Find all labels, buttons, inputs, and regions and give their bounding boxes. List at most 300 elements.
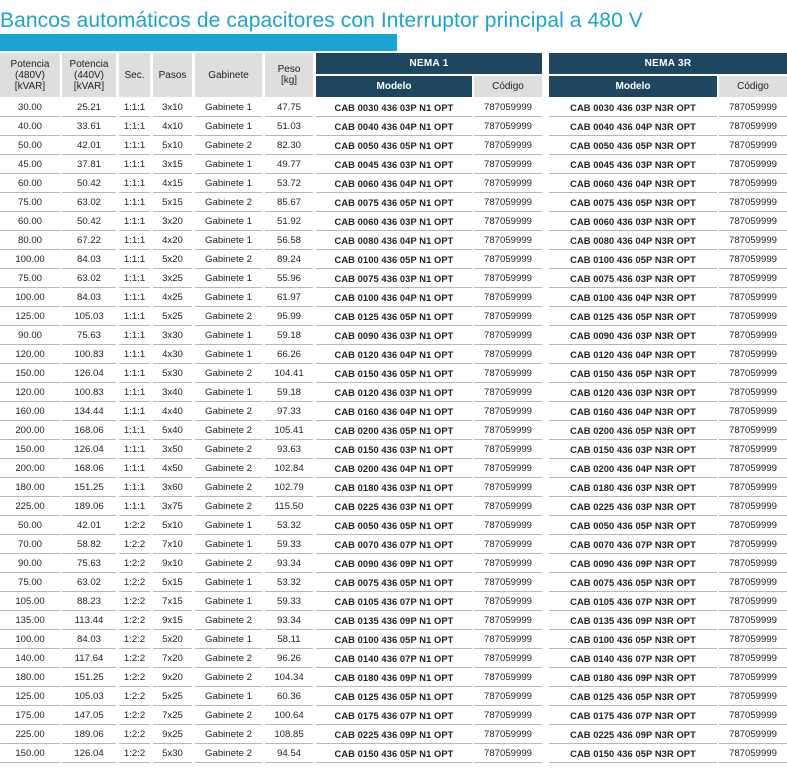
- cell-codigo-nema3r: 787059999: [728, 653, 778, 664]
- cell-pasos: 3x15: [162, 159, 183, 170]
- cell-codigo-nema1: 787059999: [483, 254, 533, 265]
- cell-potencia-440: 100.83: [74, 349, 104, 360]
- cell-peso: 93.34: [276, 558, 301, 569]
- row-divider: [0, 762, 60, 763]
- cell-pasos: 3x75: [162, 501, 183, 512]
- cell-modelo-nema1: CAB 0040 436 04P N1 OPT: [334, 121, 454, 132]
- cell-gabinete: Gabinete 1: [205, 520, 252, 531]
- cell-potencia-480: 75.00: [17, 577, 42, 588]
- row-divider: [119, 762, 150, 763]
- cell-modelo-nema3r: CAB 0075 436 05P N3R OPT: [570, 197, 696, 208]
- cell-codigo-nema3r: 787059999: [728, 710, 778, 721]
- cell-modelo-nema3r: CAB 0225 436 03P N3R OPT: [570, 501, 696, 512]
- cell-codigo-nema3r: 787059999: [728, 178, 778, 189]
- cell-codigo-nema1: 787059999: [483, 463, 533, 474]
- cell-modelo-nema1: CAB 0070 436 07P N1 OPT: [334, 539, 454, 550]
- cell-potencia-440: 105.03: [74, 691, 104, 702]
- cell-potencia-440: 126.04: [74, 368, 104, 379]
- cell-peso: 115.50: [274, 501, 304, 512]
- cell-potencia-440: 75.63: [76, 558, 101, 569]
- cell-pasos: 5x25: [162, 311, 183, 322]
- col-header-gabinete: Gabinete: [195, 53, 262, 97]
- col-header-potencia-440: Potencia (440V) [kVAR]: [62, 53, 116, 97]
- cell-pasos: 9x25: [162, 729, 183, 740]
- cell-modelo-nema1: CAB 0150 436 03P N1 OPT: [334, 444, 454, 455]
- cell-pasos: 5x30: [162, 368, 183, 379]
- cell-potencia-480: 150.00: [15, 748, 45, 759]
- cell-pasos: 4x50: [162, 463, 183, 474]
- cell-modelo-nema1: CAB 0050 436 05P N1 OPT: [334, 140, 454, 151]
- cell-codigo-nema1: 787059999: [483, 482, 533, 493]
- cell-gabinete: Gabinete 1: [205, 330, 252, 341]
- cell-codigo-nema1: 787059999: [483, 691, 533, 702]
- cell-modelo-nema3r: CAB 0125 436 05P N3R OPT: [570, 691, 696, 702]
- cell-codigo-nema3r: 787059999: [728, 387, 778, 398]
- cell-peso: 108.85: [274, 729, 304, 740]
- cell-codigo-nema1: 787059999: [483, 748, 533, 759]
- cell-modelo-nema3r: CAB 0060 436 03P N3R OPT: [570, 216, 696, 227]
- cell-codigo-nema3r: 787059999: [728, 235, 778, 246]
- cell-codigo-nema1: 787059999: [483, 558, 533, 569]
- cell-sec: 1:2:2: [123, 634, 146, 645]
- cell-peso: 104.34: [274, 672, 304, 683]
- cell-peso: 93.63: [276, 444, 301, 455]
- cell-codigo-nema1: 787059999: [483, 368, 533, 379]
- cell-modelo-nema1: CAB 0075 436 05P N1 OPT: [334, 577, 454, 588]
- cell-codigo-nema3r: 787059999: [728, 729, 778, 740]
- cell-potencia-480: 70.00: [17, 539, 42, 550]
- cell-potencia-440: 117.64: [74, 653, 104, 664]
- cell-codigo-nema3r: 787059999: [728, 501, 778, 512]
- cell-potencia-480: 50.00: [17, 140, 42, 151]
- cell-potencia-440: 168.06: [74, 463, 104, 474]
- cell-potencia-440: 189.06: [74, 729, 104, 740]
- cell-peso: 60.36: [276, 691, 301, 702]
- cell-gabinete: Gabinete 2: [205, 710, 252, 721]
- cell-gabinete: Gabinete 2: [205, 311, 252, 322]
- cell-pasos: 7x10: [162, 539, 183, 550]
- cell-codigo-nema1: 787059999: [483, 520, 533, 531]
- cell-peso: 105.41: [274, 425, 304, 436]
- cell-sec: 1:2:2: [123, 748, 146, 759]
- cell-modelo-nema3r: CAB 0175 436 07P N3R OPT: [570, 710, 696, 721]
- col-header-peso: Peso [kg]: [265, 53, 313, 97]
- cell-gabinete: Gabinete 1: [205, 577, 252, 588]
- cell-potencia-480: 60.00: [17, 216, 42, 227]
- cell-pasos: 5x10: [162, 140, 183, 151]
- cell-pasos: 3x30: [162, 330, 183, 341]
- cell-sec: 1:1:1: [123, 406, 146, 417]
- cell-potencia-440: 105.03: [74, 311, 104, 322]
- cell-gabinete: Gabinete 2: [205, 425, 252, 436]
- cell-gabinete: Gabinete 2: [205, 140, 252, 151]
- cell-gabinete: Gabinete 2: [205, 463, 252, 474]
- cell-modelo-nema1: CAB 0135 436 09P N1 OPT: [334, 615, 454, 626]
- cell-modelo-nema1: CAB 0105 436 07P N1 OPT: [334, 596, 454, 607]
- cell-peso: 59.18: [276, 387, 301, 398]
- cell-gabinete: Gabinete 1: [205, 349, 252, 360]
- cell-modelo-nema3r: CAB 0060 436 04P N3R OPT: [570, 178, 696, 189]
- cell-pasos: 9x20: [162, 672, 183, 683]
- row-divider: [316, 762, 472, 763]
- cell-codigo-nema3r: 787059999: [728, 330, 778, 341]
- cell-potencia-480: 30.00: [17, 102, 42, 113]
- cell-codigo-nema1: 787059999: [483, 425, 533, 436]
- cell-sec: 1:1:1: [123, 330, 146, 341]
- cell-modelo-nema3r: CAB 0120 436 03P N3R OPT: [570, 387, 696, 398]
- cell-peso: 89.24: [276, 254, 301, 265]
- row-divider: [195, 762, 262, 763]
- cell-potencia-480: 150.00: [15, 368, 45, 379]
- cell-codigo-nema1: 787059999: [483, 330, 533, 341]
- cell-modelo-nema3r: CAB 0050 436 05P N3R OPT: [570, 140, 696, 151]
- cell-codigo-nema3r: 787059999: [728, 140, 778, 151]
- row-divider: [719, 762, 787, 763]
- cell-codigo-nema3r: 787059999: [728, 672, 778, 683]
- cell-sec: 1:1:1: [123, 273, 146, 284]
- cell-modelo-nema1: CAB 0060 436 03P N1 OPT: [334, 216, 454, 227]
- cell-gabinete: Gabinete 1: [205, 102, 252, 113]
- cell-sec: 1:2:2: [123, 539, 146, 550]
- cell-codigo-nema3r: 787059999: [728, 482, 778, 493]
- cell-sec: 1:1:1: [123, 216, 146, 227]
- cell-modelo-nema3r: CAB 0100 436 04P N3R OPT: [570, 292, 696, 303]
- cell-potencia-480: 180.00: [15, 672, 45, 683]
- cell-gabinete: Gabinete 1: [205, 159, 252, 170]
- cell-gabinete: Gabinete 2: [205, 406, 252, 417]
- cell-modelo-nema1: CAB 0125 436 05P N1 OPT: [334, 311, 454, 322]
- cell-potencia-440: 84.03: [76, 254, 101, 265]
- cell-modelo-nema1: CAB 0045 436 03P N1 OPT: [334, 159, 454, 170]
- row-divider: [62, 762, 116, 763]
- cell-pasos: 7x25: [162, 710, 183, 721]
- cell-sec: 1:1:1: [123, 159, 146, 170]
- cell-peso: 55.96: [276, 273, 301, 284]
- cell-modelo-nema3r: CAB 0120 436 04P N3R OPT: [570, 349, 696, 360]
- cell-modelo-nema1: CAB 0090 436 03P N1 OPT: [334, 330, 454, 341]
- cell-modelo-nema3r: CAB 0045 436 03P N3R OPT: [570, 159, 696, 170]
- cell-codigo-nema3r: 787059999: [728, 463, 778, 474]
- cell-modelo-nema1: CAB 0100 436 05P N1 OPT: [334, 634, 454, 645]
- cell-pasos: 9x15: [162, 615, 183, 626]
- cell-potencia-480: 40.00: [17, 121, 42, 132]
- cell-sec: 1:1:1: [123, 482, 146, 493]
- cell-codigo-nema3r: 787059999: [728, 102, 778, 113]
- cell-potencia-440: 25.21: [76, 102, 101, 113]
- cell-sec: 1:1:1: [123, 463, 146, 474]
- cell-sec: 1:1:1: [123, 444, 146, 455]
- cell-pasos: 3x10: [162, 102, 183, 113]
- cell-potencia-440: 126.04: [74, 444, 104, 455]
- cell-potencia-440: 126.04: [74, 748, 104, 759]
- cell-codigo-nema3r: 787059999: [728, 273, 778, 284]
- group-header-nema3r: NEMA 3R: [549, 53, 787, 74]
- cell-potencia-440: 147.05: [74, 710, 104, 721]
- cell-potencia-440: 63.02: [76, 197, 101, 208]
- cell-modelo-nema3r: CAB 0160 436 04P N3R OPT: [570, 406, 696, 417]
- cell-codigo-nema3r: 787059999: [728, 292, 778, 303]
- cell-potencia-480: 120.00: [15, 349, 45, 360]
- cell-modelo-nema1: CAB 0125 436 05P N1 OPT: [334, 691, 454, 702]
- cell-codigo-nema3r: 787059999: [728, 311, 778, 322]
- cell-potencia-440: 50.42: [76, 216, 101, 227]
- cell-peso: 102.84: [274, 463, 304, 474]
- cell-modelo-nema1: CAB 0140 436 07P N1 OPT: [334, 653, 454, 664]
- cell-potencia-440: 100.83: [74, 387, 104, 398]
- cell-potencia-480: 225.00: [15, 501, 45, 512]
- cell-potencia-480: 75.00: [17, 197, 42, 208]
- cell-sec: 1:2:2: [123, 672, 146, 683]
- cell-peso: 53.32: [276, 577, 301, 588]
- cell-gabinete: Gabinete 1: [205, 691, 252, 702]
- cell-potencia-440: 67.22: [76, 235, 101, 246]
- cell-sec: 1:2:2: [123, 691, 146, 702]
- cell-potencia-480: 120.00: [15, 387, 45, 398]
- cell-pasos: 3x40: [162, 387, 183, 398]
- cell-modelo-nema3r: CAB 0105 436 07P N3R OPT: [570, 596, 696, 607]
- cell-modelo-nema3r: CAB 0150 436 05P N3R OPT: [570, 748, 696, 759]
- cell-potencia-440: 42.01: [76, 140, 101, 151]
- cell-peso: 59.33: [276, 539, 301, 550]
- cell-modelo-nema1: CAB 0200 436 04P N1 OPT: [334, 463, 454, 474]
- cell-codigo-nema3r: 787059999: [728, 425, 778, 436]
- cell-codigo-nema3r: 787059999: [728, 216, 778, 227]
- cell-sec: 1:1:1: [123, 292, 146, 303]
- cell-modelo-nema3r: CAB 0150 436 05P N3R OPT: [570, 368, 696, 379]
- cell-codigo-nema1: 787059999: [483, 672, 533, 683]
- cell-potencia-440: 37.81: [76, 159, 101, 170]
- cell-potencia-440: 50.42: [76, 178, 101, 189]
- cell-sec: 1:1:1: [123, 235, 146, 246]
- cell-modelo-nema3r: CAB 0135 436 09P N3R OPT: [570, 615, 696, 626]
- cell-gabinete: Gabinete 2: [205, 748, 252, 759]
- cell-potencia-480: 50.00: [17, 520, 42, 531]
- cell-pasos: 5x25: [162, 691, 183, 702]
- cell-modelo-nema3r: CAB 0180 436 03P N3R OPT: [570, 482, 696, 493]
- cell-codigo-nema1: 787059999: [483, 235, 533, 246]
- cell-gabinete: Gabinete 2: [205, 615, 252, 626]
- cell-modelo-nema1: CAB 0200 436 05P N1 OPT: [334, 425, 454, 436]
- cell-codigo-nema3r: 787059999: [728, 349, 778, 360]
- cell-pasos: 3x25: [162, 273, 183, 284]
- cell-potencia-480: 80.00: [17, 235, 42, 246]
- cell-codigo-nema1: 787059999: [483, 387, 533, 398]
- cell-peso: 96.26: [276, 653, 301, 664]
- cell-codigo-nema3r: 787059999: [728, 748, 778, 759]
- cell-pasos: 7x15: [162, 596, 183, 607]
- cell-potencia-480: 75.00: [17, 273, 42, 284]
- cell-pasos: 4x30: [162, 349, 183, 360]
- cell-modelo-nema3r: CAB 0100 436 05P N3R OPT: [570, 634, 696, 645]
- cell-sec: 1:1:1: [123, 254, 146, 265]
- cell-potencia-440: 63.02: [76, 273, 101, 284]
- cell-codigo-nema1: 787059999: [483, 121, 533, 132]
- cell-sec: 1:1:1: [123, 387, 146, 398]
- cell-gabinete: Gabinete 1: [205, 273, 252, 284]
- cell-potencia-440: 84.03: [76, 634, 101, 645]
- cell-modelo-nema1: CAB 0150 436 05P N1 OPT: [334, 368, 454, 379]
- cell-pasos: 4x20: [162, 235, 183, 246]
- cell-potencia-440: 189.06: [74, 501, 104, 512]
- cell-potencia-480: 45.00: [17, 159, 42, 170]
- cell-potencia-440: 134.44: [74, 406, 104, 417]
- cell-gabinete: Gabinete 2: [205, 444, 252, 455]
- cell-peso: 47.75: [276, 102, 301, 113]
- cell-potencia-440: 151.25: [74, 672, 104, 683]
- cell-modelo-nema3r: CAB 0090 436 03P N3R OPT: [570, 330, 696, 341]
- col-header-modelo-nema3r: Modelo: [549, 76, 717, 97]
- cell-codigo-nema3r: 787059999: [728, 406, 778, 417]
- cell-potencia-480: 100.00: [15, 254, 45, 265]
- cell-pasos: 4x15: [162, 178, 183, 189]
- cell-codigo-nema3r: 787059999: [728, 197, 778, 208]
- cell-codigo-nema1: 787059999: [483, 140, 533, 151]
- cell-peso: 58.11: [277, 634, 301, 645]
- cell-modelo-nema1: CAB 0075 436 05P N1 OPT: [334, 197, 454, 208]
- cell-modelo-nema3r: CAB 0180 436 09P N3R OPT: [570, 672, 696, 683]
- cell-pasos: 5x10: [162, 520, 183, 531]
- cell-peso: 94.54: [276, 748, 301, 759]
- cell-modelo-nema3r: CAB 0200 436 05P N3R OPT: [570, 425, 696, 436]
- cell-modelo-nema3r: CAB 0050 436 05P N3R OPT: [570, 520, 696, 531]
- cell-sec: 1:1:1: [123, 178, 146, 189]
- cell-gabinete: Gabinete 1: [205, 292, 252, 303]
- cell-sec: 1:2:2: [123, 729, 146, 740]
- cell-pasos: 5x20: [162, 254, 183, 265]
- cell-modelo-nema1: CAB 0090 436 09P N1 OPT: [334, 558, 454, 569]
- cell-potencia-440: 168.06: [74, 425, 104, 436]
- cell-peso: 56.58: [276, 235, 301, 246]
- cell-pasos: 5x15: [162, 197, 183, 208]
- cell-peso: 93.34: [276, 615, 301, 626]
- cell-potencia-480: 150.00: [15, 444, 45, 455]
- cell-gabinete: Gabinete 1: [205, 121, 252, 132]
- row-divider: [549, 762, 717, 763]
- cell-modelo-nema3r: CAB 0040 436 04P N3R OPT: [570, 121, 696, 132]
- cell-codigo-nema3r: 787059999: [728, 254, 778, 265]
- cell-sec: 1:1:1: [123, 197, 146, 208]
- cell-potencia-440: 58.82: [76, 539, 101, 550]
- cell-pasos: 9x10: [162, 558, 183, 569]
- cell-gabinete: Gabinete 1: [205, 178, 252, 189]
- cell-modelo-nema1: CAB 0225 436 03P N1 OPT: [334, 501, 454, 512]
- cell-gabinete: Gabinete 1: [205, 539, 252, 550]
- cell-modelo-nema1: CAB 0160 436 04P N1 OPT: [334, 406, 454, 417]
- cell-peso: 53.72: [276, 178, 301, 189]
- cell-codigo-nema1: 787059999: [483, 653, 533, 664]
- cell-modelo-nema1: CAB 0075 436 03P N1 OPT: [334, 273, 454, 284]
- cell-gabinete: Gabinete 1: [205, 216, 252, 227]
- cell-modelo-nema3r: CAB 0030 436 03P N3R OPT: [570, 102, 696, 113]
- cell-sec: 1:2:2: [123, 558, 146, 569]
- page-title: Bancos automáticos de capacitores con Interruptor principal a 480 V: [0, 9, 643, 32]
- cell-potencia-440: 42.01: [76, 520, 101, 531]
- cell-pasos: 5x30: [162, 748, 183, 759]
- cell-potencia-440: 84.03: [76, 292, 101, 303]
- cell-potencia-480: 160.00: [15, 406, 45, 417]
- cell-peso: 61.97: [276, 292, 301, 303]
- cell-codigo-nema1: 787059999: [483, 349, 533, 360]
- row-divider: [153, 762, 192, 763]
- cell-modelo-nema3r: CAB 0090 436 09P N3R OPT: [570, 558, 696, 569]
- cell-codigo-nema3r: 787059999: [728, 368, 778, 379]
- cell-potencia-440: 113.44: [74, 615, 104, 626]
- cell-sec: 1:2:2: [123, 596, 146, 607]
- cell-peso: 53.32: [276, 520, 301, 531]
- cell-codigo-nema1: 787059999: [483, 216, 533, 227]
- cell-codigo-nema3r: 787059999: [728, 159, 778, 170]
- cell-codigo-nema3r: 787059999: [728, 539, 778, 550]
- cell-pasos: 5x40: [162, 425, 183, 436]
- cell-peso: 51.92: [276, 216, 301, 227]
- cell-sec: 1:2:2: [123, 710, 146, 721]
- cell-codigo-nema1: 787059999: [483, 501, 533, 512]
- cell-gabinete: Gabinete 2: [205, 254, 252, 265]
- cell-modelo-nema1: CAB 0150 436 05P N1 OPT: [334, 748, 454, 759]
- cell-peso: 59.33: [276, 596, 301, 607]
- cell-peso: 97.33: [276, 406, 301, 417]
- cell-potencia-480: 100.00: [15, 292, 45, 303]
- cell-modelo-nema1: CAB 0180 436 03P N1 OPT: [334, 482, 454, 493]
- cell-peso: 49.77: [276, 159, 301, 170]
- cell-sec: 1:1:1: [123, 349, 146, 360]
- col-header-potencia-480: Potencia (480V) [kVAR]: [0, 53, 60, 97]
- cell-modelo-nema3r: CAB 0100 436 05P N3R OPT: [570, 254, 696, 265]
- cell-modelo-nema1: CAB 0175 436 07P N1 OPT: [334, 710, 454, 721]
- cell-modelo-nema1: CAB 0120 436 04P N1 OPT: [334, 349, 454, 360]
- cell-peso: 100.64: [274, 710, 304, 721]
- cell-codigo-nema1: 787059999: [483, 159, 533, 170]
- cell-modelo-nema3r: CAB 0075 436 05P N3R OPT: [570, 577, 696, 588]
- cell-modelo-nema1: CAB 0060 436 04P N1 OPT: [334, 178, 454, 189]
- cell-gabinete: Gabinete 2: [205, 672, 252, 683]
- cell-modelo-nema3r: CAB 0225 436 09P N3R OPT: [570, 729, 696, 740]
- cell-potencia-480: 125.00: [15, 691, 45, 702]
- cell-peso: 82.30: [276, 140, 301, 151]
- cell-modelo-nema3r: CAB 0080 436 04P N3R OPT: [570, 235, 696, 246]
- cell-codigo-nema1: 787059999: [483, 311, 533, 322]
- cell-pasos: 4x10: [162, 121, 183, 132]
- cell-codigo-nema1: 787059999: [483, 539, 533, 550]
- cell-gabinete: Gabinete 1: [205, 387, 252, 398]
- col-header-codigo-nema1: Código: [474, 76, 542, 97]
- cell-gabinete: Gabinete 2: [205, 501, 252, 512]
- cell-codigo-nema1: 787059999: [483, 729, 533, 740]
- cell-peso: 51.03: [276, 121, 301, 132]
- cell-potencia-480: 90.00: [17, 330, 42, 341]
- cell-modelo-nema3r: CAB 0140 436 07P N3R OPT: [570, 653, 696, 664]
- cell-codigo-nema3r: 787059999: [728, 520, 778, 531]
- cell-codigo-nema1: 787059999: [483, 615, 533, 626]
- cell-potencia-480: 100.00: [15, 634, 45, 645]
- cell-modelo-nema3r: CAB 0125 436 05P N3R OPT: [570, 311, 696, 322]
- cell-codigo-nema1: 787059999: [483, 292, 533, 303]
- row-divider: [474, 762, 542, 763]
- row-divider: [265, 762, 313, 763]
- cell-potencia-480: 60.00: [17, 178, 42, 189]
- cell-codigo-nema3r: 787059999: [728, 558, 778, 569]
- cell-potencia-480: 105.00: [15, 596, 45, 607]
- cell-sec: 1:1:1: [123, 140, 146, 151]
- cell-modelo-nema1: CAB 0225 436 09P N1 OPT: [334, 729, 454, 740]
- cell-codigo-nema3r: 787059999: [728, 615, 778, 626]
- cell-sec: 1:2:2: [123, 520, 146, 531]
- cell-gabinete: Gabinete 2: [205, 368, 252, 379]
- col-header-sec: Sec.: [119, 53, 150, 97]
- cell-pasos: 5x15: [162, 577, 183, 588]
- cell-gabinete: Gabinete 1: [205, 596, 252, 607]
- cell-potencia-480: 90.00: [17, 558, 42, 569]
